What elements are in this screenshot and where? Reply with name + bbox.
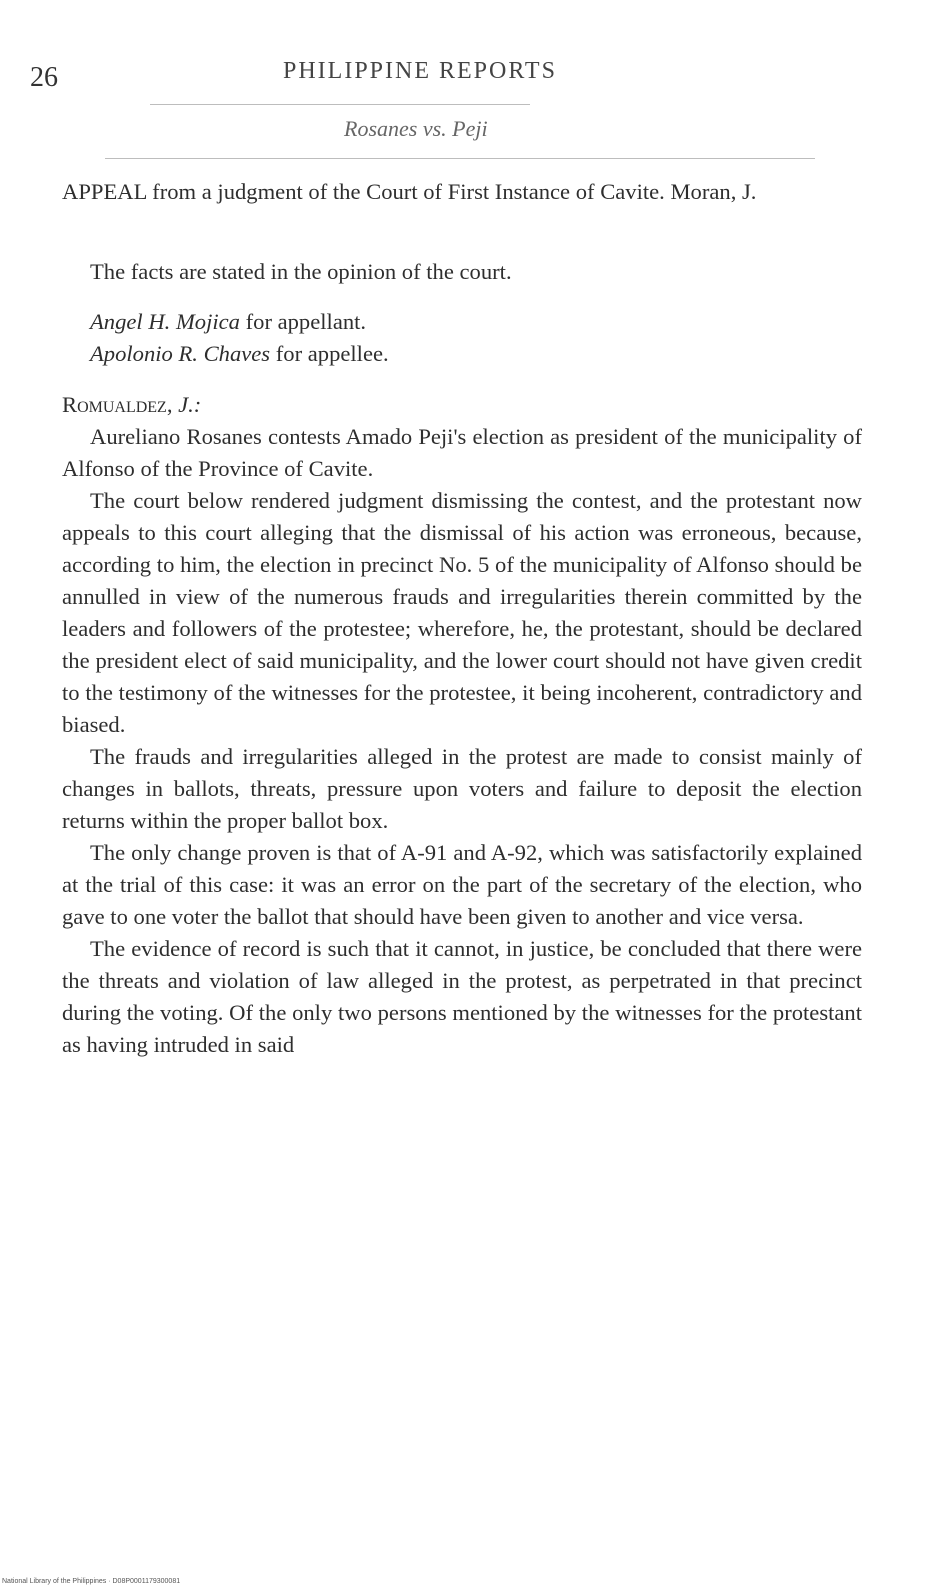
counsel-block [62, 306, 862, 370]
opinion-paragraph: The frauds and irregularities alleged in the protest are made to consist mainly of changes in ballots, threats, pressure upon voters and failure to deposit the election returns within the proper ballot box. [62, 744, 862, 833]
appeal-block [62, 176, 862, 208]
scan-footer-id: National Library of the Philippines · D08P0001179300081 [2, 1578, 181, 1585]
counsel-name: Angel H. Mojica [90, 309, 240, 334]
page-number: 26 [30, 62, 58, 93]
counsel-role: for appellee. [270, 341, 389, 366]
opinion-paragraph: The evidence of record is such that it cannot, in justice, be concluded that there were the threats and violation of law alleged in the protest, as perpetrated in that precinct during the voting. Of the only two persons mentioned by the witnesses for the protestant as having intruded in said [62, 936, 862, 1057]
case-title-rule [105, 158, 815, 159]
facts-block [62, 256, 862, 288]
case-title: Rosanes vs. Peji [344, 116, 488, 141]
justice-line [62, 389, 862, 421]
opinion-paragraph: Aureliano Rosanes contests Amado Peji's election as president of the municipality of Alfonso of the Province of Cavite. [62, 424, 862, 481]
counsel-name: Apolonio R. Chaves [90, 341, 271, 366]
justice-suffix: J.: [172, 392, 202, 417]
opinion-paragraph: The court below rendered judgment dismissing the contest, and the protestant now appeals to this court alleging that the dismissal of his action was erroneous, because, according to him, the election in precinct No. 5 of the municipality of Alfonso should be annulled in view of the numerous frauds and irregularities therein committed by the leaders and followers of the protestee; wherefore, he, the protestant, should be declared the president elect of said municipality, and the lower court should not have given credit to the testimony of the witnesses for the protestee, it being incoherent, contradictory and biased. [62, 488, 862, 737]
justice-name: Romualdez, [62, 392, 173, 417]
counsel-line [62, 338, 862, 370]
appeal-paragraph: APPEAL from a judgment of the Court of First Instance of Cavite. Moran, J. [62, 179, 757, 204]
facts-paragraph: The facts are stated in the opinion of the court. [90, 259, 512, 284]
running-head: PHILIPPINE REPORTS [283, 58, 557, 84]
opinion-block [62, 389, 862, 1061]
counsel-role: for appellant. [239, 309, 367, 334]
opinion-paragraph: The only change proven is that of A-91 and A-92, which was satisfactorily explained at the trial of this case: it was an error on the part of the secretary of the election, who gave to one voter the ballot that should have been given to another and vice versa. [62, 840, 862, 929]
counsel-line [62, 306, 862, 338]
header-rule [150, 104, 530, 105]
